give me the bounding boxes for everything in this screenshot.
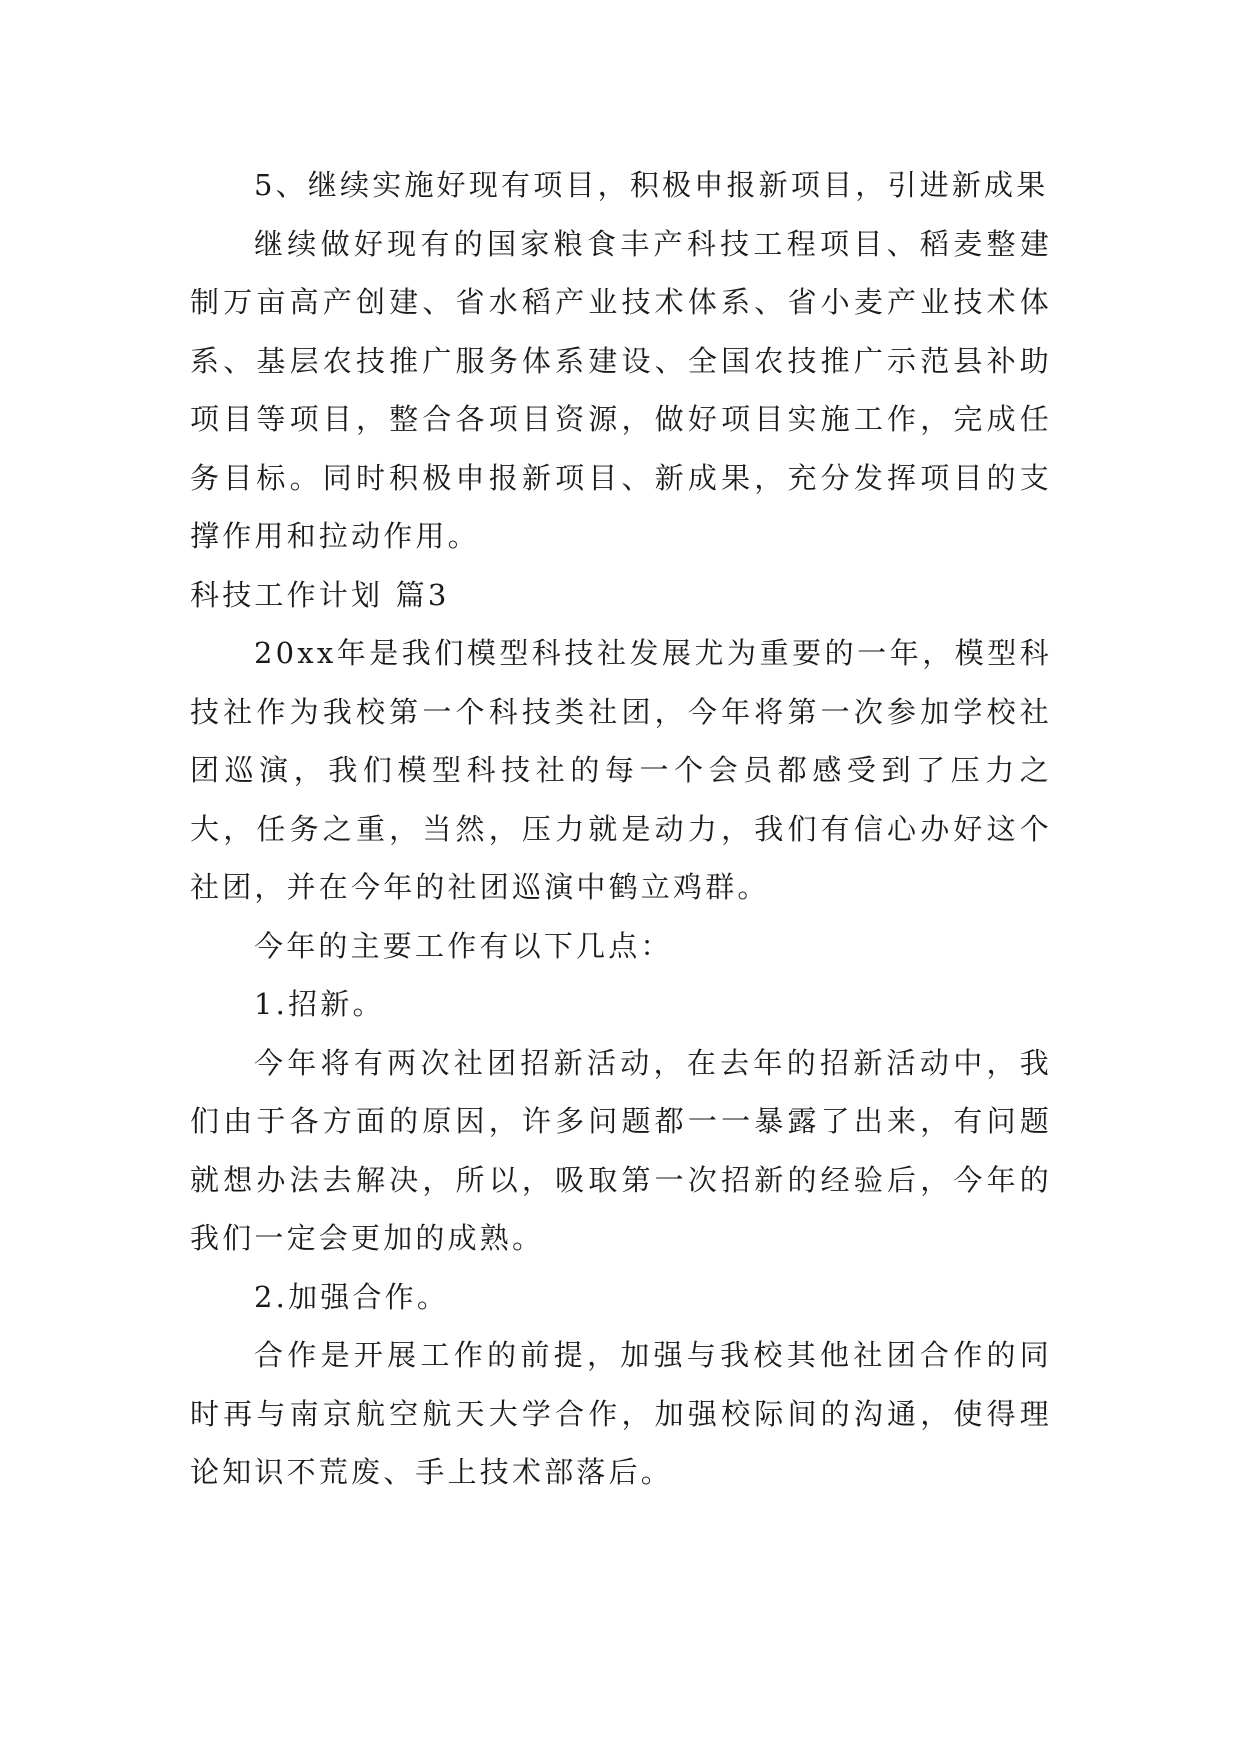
paragraph-project-heading: 5、继续实施好现有项目，积极申报新项目，引进新成果 — [254, 168, 1049, 202]
paragraph-main-tasks: 今年的主要工作有以下几点： — [254, 928, 673, 963]
document-body — [190, 156, 1052, 1502]
section-title: 科技工作计划 篇3 — [190, 577, 450, 612]
list-item-recruit: 1.招新。 — [254, 987, 385, 1021]
paragraph-recruit-detail: 今年将有两次社团招新活动，在去年的招新活动中，我们由于各方面的原因，许多问题都一一暴露了出来，有问题就想办法去解决，所以，吸取第一次招新的经验后，今年的我们一定会更加的成熟。 — [190, 1045, 1052, 1255]
paragraph-project-detail: 继续做好现有的国家粮食丰产科技工程项目、稻麦整建制万亩高产创建、省水稻产业技术体系、省小麦产业技术体系、基层农技推广服务体系建设、全国农技推广示范县补助项目等项目，整合各项目资源，做好项目实施工作，完成任务目标。同时积极申报新项目、新成果，充分发挥项目的支撑作用和拉动作用。 — [190, 226, 1052, 553]
paragraph-cooperation-detail: 合作是开展工作的前提，加强与我校其他社团合作的同时再与南京航空航天大学合作，加强校际间的沟通，使得理论知识不荒废、手上技术部落后。 — [190, 1338, 1052, 1489]
paragraph-intro: 20xx年是我们模型科技社发展尤为重要的一年，模型科技社作为我校第一个科技类社团，今年将第一次参加学校社团巡演，我们模型科技社的每一个会员都感受到了压力之大，任务之重，当然，压力就是动力，我们有信心办好这个社团，并在今年的社团巡演中鹤立鸡群。 — [190, 636, 1052, 904]
list-item-cooperation: 2.加强合作。 — [254, 1279, 450, 1314]
